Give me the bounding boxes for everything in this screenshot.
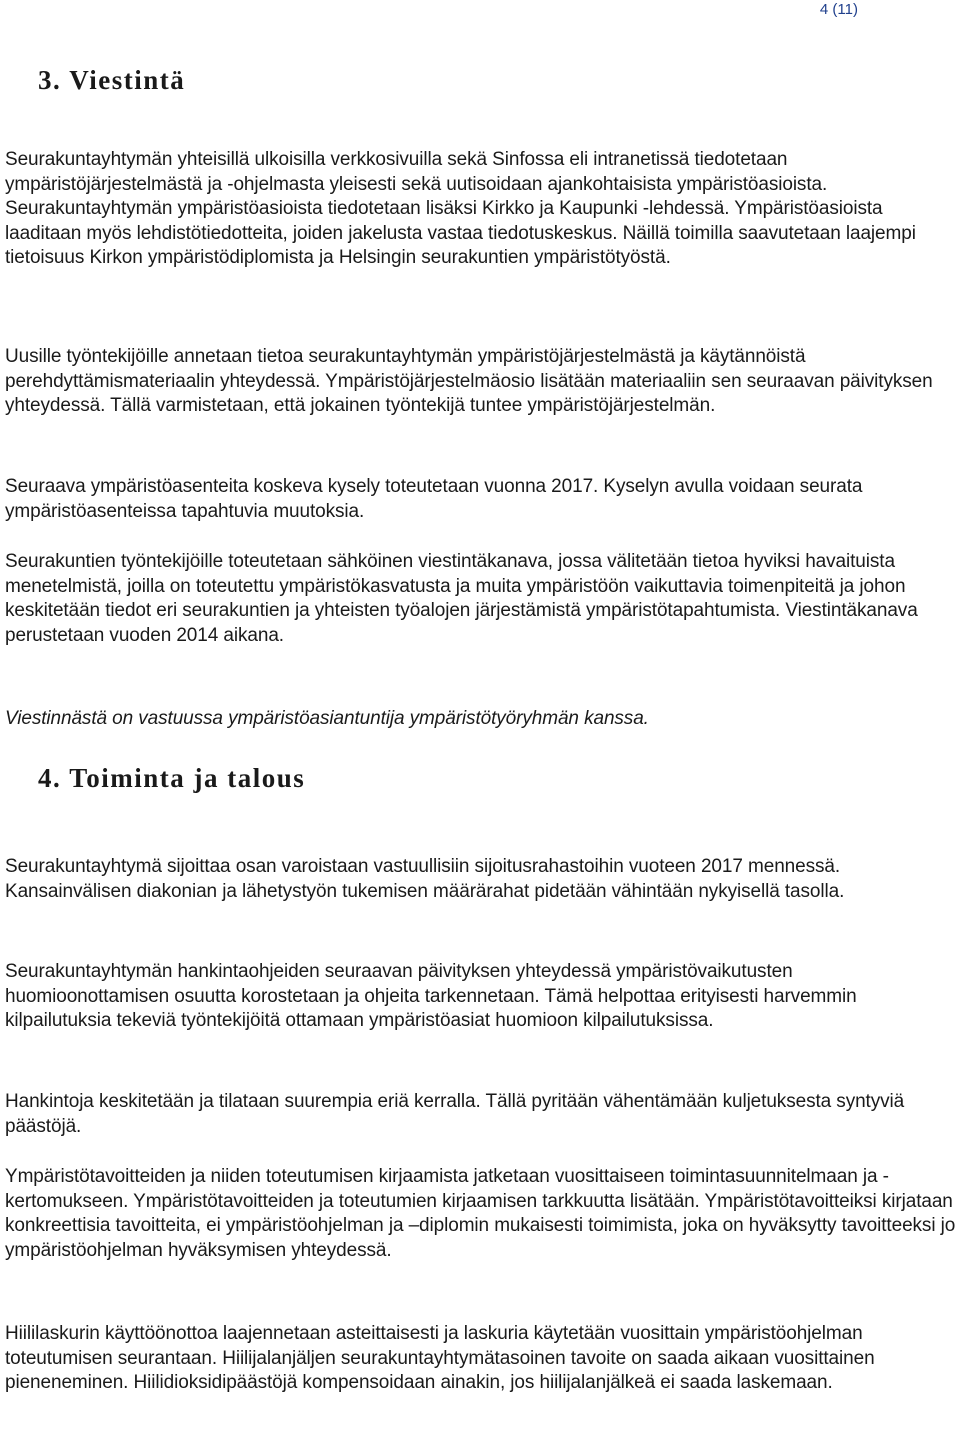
- section-4-paragraph-3: Hankintoja keskitetään ja tilataan suurempia eriä kerralla. Tällä pyritään vähentämään kuljetuksesta syntyviä päästöjä.: [5, 1091, 905, 1137]
- section-3-paragraph-5: Viestinnästä on vastuussa ympäristöasiantuntija ympäristötyöryhmän kanssa.: [5, 708, 649, 729]
- section-4-heading: [38, 760, 305, 796]
- section-4-paragraph-5: Hiililaskurin käyttöönottoa laajennetaan asteittaisesti ja laskuria käytetään vuosittain ympäristöohjelman toteutumisen seurantaan. Hiilijalanjäljen seurakuntayhtymätasoinen tavoite on saada aikaan vuosittainen pieneneminen. Hiilidioksidipäästöjä kompensoidaan ainakin, jos hiilijalanjälkeä ei saada laskemaan.: [5, 1323, 875, 1393]
- section-4-paragraph-2: Seurakuntayhtymän hankintaohjeiden seuraavan päivityksen yhteydessä ympäristövaikutusten huomioonottamisen osuutta korostetaan ja ohjeita tarkennetaan. Tämä helpottaa erityisesti harvemmin kilpailutuksia tekeviä työntekijöitä ottamaan ympäristöasiat huomioon kilpailutuksissa.: [5, 961, 857, 1031]
- section-3-heading: [38, 62, 185, 98]
- section-3-paragraph-2: Uusille työntekijöille annetaan tietoa seurakuntayhtymän ympäristöjärjestelmästä ja käytännöistä perehdyttämismateriaalin yhteydessä. Ympäristöjärjestelmäosio lisätään materiaaliin sen seuraavan päivityksen yhteydessä. Tällä varmistetaan, että jokainen työntekijä tuntee ympäristöjärjestelmän.: [5, 346, 933, 416]
- section-3-title: Viestintä: [69, 65, 186, 95]
- section-3-number: 3.: [38, 65, 62, 95]
- section-3-paragraph-1: Seurakuntayhtymän yhteisillä ulkoisilla verkkosivuilla sekä Sinfossa eli intranetissä tiedotetaan ympäristöjärjestelmästä ja -ohjelmasta yleisesti sekä uutisoidaan ajankohtaisista ympäristöasioista. Seurakuntayhtymän ympäristöasioista tiedotetaan lisäksi Kirkko ja Kaupunki -lehdessä. Ympäristöasioista laaditaan myös lehdistötiedotteita, joiden jakelusta vastaa tiedotuskeskus. Näillä toimilla saavutetaan laajempi tietoisuus Kirkon ympäristödiplomista ja Helsingin seurakuntien ympäristötyöstä.: [5, 149, 916, 268]
- page-number: 4 (11): [819, 1, 858, 18]
- section-4-number: 4.: [38, 763, 62, 793]
- section-4-title: Toiminta ja talous: [69, 763, 306, 793]
- section-4-paragraph-4: Ympäristötavoitteiden ja niiden toteutumisen kirjaamista jatketaan vuosittaiseen toimintasuunnitelmaan ja -kertomukseen. Ympäristötavoitteiden ja toteutumien kirjaamisen tarkkuutta lisätään. Ympäristötavoitteiksi kirjataan konkreettisia tavoitteita, ei ympäristöohjelman ja –diplomin mukaisesti toimimista, joka on hyväksytty tavoitteeksi jo ympäristöohjelman hyväksymisen yhteydessä.: [5, 1166, 956, 1261]
- section-3-paragraph-4: Seurakuntien työntekijöille toteutetaan sähköinen viestintäkanava, jossa välitetään tietoa hyviksi havaituista menetelmistä, joilla on toteutettu ympäristökasvatusta ja muita ympäristöön vaikuttavia toimenpiteitä ja johon keskitetään tiedot eri seurakuntien ja yhteisten työalojen järjestämistä ympäristötapahtumista. Viestintäkanava perustetaan vuoden 2014 aikana.: [5, 551, 918, 646]
- section-4-paragraph-1: Seurakuntayhtymä sijoittaa osan varoistaan vastuullisiin sijoitusrahastoihin vuoteen 2017 mennessä. Kansainvälisen diakonian ja lähetystyön tukemisen määrärahat pidetään vähintään nykyisellä tasolla.: [5, 856, 845, 902]
- section-3-paragraph-3: Seuraava ympäristöasenteita koskeva kysely toteutetaan vuonna 2017. Kyselyn avulla voidaan seurata ympäristöasenteissa tapahtuvia muutoksia.: [5, 476, 863, 522]
